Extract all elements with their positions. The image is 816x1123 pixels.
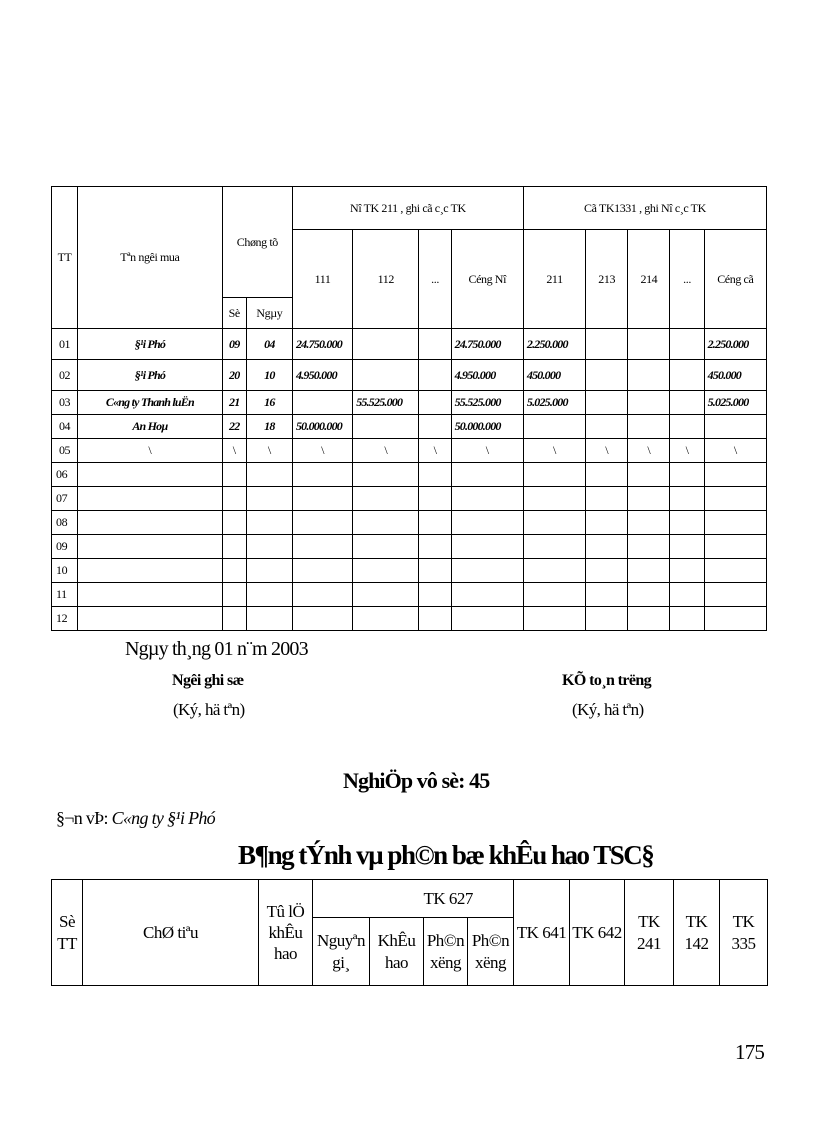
header-stt: Sè TT: [52, 880, 83, 986]
cell-debit-dots: [419, 415, 451, 439]
cell-tt: 12: [52, 607, 78, 631]
header-original-cost: Nguyªn gi¸: [313, 918, 370, 986]
chief-accountant-title: KÕ to¸n trëng: [562, 672, 652, 689]
cell-112: \: [353, 439, 419, 463]
header-credit-dots: ...: [670, 230, 704, 329]
cell-credit-total: [704, 415, 766, 439]
cell-credit-dots: [670, 415, 704, 439]
table-row: [52, 329, 767, 360]
cell-tt: 01: [52, 329, 78, 360]
cell-debit-total: 50.000.000: [451, 415, 523, 439]
header-112: 112: [353, 230, 419, 329]
cell-213: [586, 415, 628, 439]
header-workshop-2: Ph©n xëng: [468, 918, 514, 986]
table-row: [52, 583, 767, 607]
cell-credit-total: 2.250.000: [704, 329, 766, 360]
recorder-note: (Ký, hä tªn): [173, 700, 245, 719]
header-voucher-date: Ngµy: [246, 298, 292, 329]
unit-name: C«ng ty §¹i Phó: [111, 808, 215, 828]
cell-214: [628, 391, 670, 415]
recorder-title: Ngêi ghi sæ: [172, 672, 244, 689]
table-row: [52, 511, 767, 535]
table-row: [52, 535, 767, 559]
cell-214: \: [628, 439, 670, 463]
header-tk335: TK 335: [720, 880, 768, 986]
depreciation-table: [51, 879, 768, 986]
cell-214: [628, 329, 670, 360]
table-row: [52, 487, 767, 511]
cell-tt: 04: [52, 415, 78, 439]
header-111: 111: [292, 230, 352, 329]
header-tk642: TK 642: [570, 880, 625, 986]
cell-tt: 05: [52, 439, 78, 463]
cell-debit-dots: [419, 329, 451, 360]
cell-213: [586, 360, 628, 391]
cell-111: 50.000.000: [292, 415, 352, 439]
header-debit-dots: ...: [419, 230, 451, 329]
cell-211: \: [523, 439, 585, 463]
cell-tt: 09: [52, 535, 78, 559]
cell-211: 450.000: [523, 360, 585, 391]
header-211: 211: [523, 230, 585, 329]
cell-debit-total: 4.950.000: [451, 360, 523, 391]
header-debit-group: Nî TK 211 , ghi cã c¸c TK: [292, 187, 523, 230]
cell-name: C«ng ty Thanh luËn: [78, 391, 223, 415]
table-row: [52, 607, 767, 631]
cell-debit-dots: [419, 360, 451, 391]
header-credit-total: Céng cã: [704, 230, 766, 329]
cell-tt: 11: [52, 583, 78, 607]
unit-label: §¬n vÞ:: [56, 808, 108, 828]
cell-211: 2.250.000: [523, 329, 585, 360]
cell-credit-dots: \: [670, 439, 704, 463]
cell-tt: 02: [52, 360, 78, 391]
cell-213: \: [586, 439, 628, 463]
cell-date: 16: [246, 391, 292, 415]
cell-tt: 06: [52, 463, 78, 487]
header-voucher-no: Sè: [222, 298, 246, 329]
cell-debit-total: 24.750.000: [451, 329, 523, 360]
cell-tt: 07: [52, 487, 78, 511]
cell-no: 22: [222, 415, 246, 439]
cell-213: [586, 329, 628, 360]
depreciation-table-title: B¶ng tÝnh vµ ph©n bæ khÊu hao TSC§: [238, 840, 654, 870]
cell-no: 09: [222, 329, 246, 360]
header-tk641: TK 641: [514, 880, 570, 986]
page-number: 175: [735, 1040, 765, 1064]
header-criteria: ChØ tiªu: [83, 880, 259, 986]
cell-name: An Hoµ: [78, 415, 223, 439]
table-row: [52, 439, 767, 463]
table-row: [52, 360, 767, 391]
ledger-table: [51, 186, 767, 631]
table-row: [52, 463, 767, 487]
cell-111: 24.750.000: [292, 329, 352, 360]
cell-211: 5.025.000: [523, 391, 585, 415]
header-tk627: TK 627: [424, 880, 514, 918]
cell-tt: 08: [52, 511, 78, 535]
header-tk241: TK 241: [625, 880, 674, 986]
cell-214: [628, 415, 670, 439]
header-tk142: TK 142: [674, 880, 720, 986]
cell-name: §¹i Phó: [78, 360, 223, 391]
cell-111: \: [292, 439, 352, 463]
header-credit-group: Cã TK1331 , ghi Nî c¸c TK: [523, 187, 766, 230]
cell-name: §¹i Phó: [78, 329, 223, 360]
cell-debit-dots: [419, 391, 451, 415]
header-tt: TT: [52, 187, 78, 329]
cell-tt: 10: [52, 559, 78, 583]
header-buyer-name: Tªn ngêi mua: [78, 187, 223, 329]
cell-211: [523, 415, 585, 439]
cell-date: 10: [246, 360, 292, 391]
cell-112: 55.525.000: [353, 391, 419, 415]
cell-111: 4.950.000: [292, 360, 352, 391]
cell-213: [586, 391, 628, 415]
header-debit-total: Céng Nî: [451, 230, 523, 329]
cell-112: [353, 415, 419, 439]
chief-accountant-note: (Ký, hä tªn): [572, 700, 644, 719]
header-213: 213: [586, 230, 628, 329]
cell-tt: 03: [52, 391, 78, 415]
table-row: [52, 415, 767, 439]
cell-debit-total: \: [451, 439, 523, 463]
cell-214: [628, 360, 670, 391]
date-line: Ngµy th¸ng 01 n¨m 2003: [125, 638, 308, 660]
cell-112: [353, 360, 419, 391]
cell-credit-dots: [670, 391, 704, 415]
header-voucher: Chøng tõ: [222, 187, 292, 298]
cell-name: \: [78, 439, 223, 463]
header-depreciation: KhÊu hao: [370, 918, 424, 986]
cell-debit-dots: \: [419, 439, 451, 463]
header-workshop-1: Ph©n xëng: [424, 918, 468, 986]
table-row: [52, 559, 767, 583]
cell-date: 18: [246, 415, 292, 439]
cell-no: \: [222, 439, 246, 463]
header-214: 214: [628, 230, 670, 329]
cell-credit-total: 5.025.000: [704, 391, 766, 415]
table-row: [52, 391, 767, 415]
cell-credit-dots: [670, 360, 704, 391]
operation-number: NghiÖp vô sè: 45: [343, 768, 490, 793]
cell-date: \: [246, 439, 292, 463]
unit-line: [56, 808, 215, 829]
cell-credit-dots: [670, 329, 704, 360]
cell-credit-total: 450.000: [704, 360, 766, 391]
cell-112: [353, 329, 419, 360]
cell-debit-total: 55.525.000: [451, 391, 523, 415]
cell-date: 04: [246, 329, 292, 360]
cell-no: 20: [222, 360, 246, 391]
cell-credit-total: \: [704, 439, 766, 463]
cell-111: [292, 391, 352, 415]
header-rate: Tû lÖ khÊu hao: [259, 880, 313, 986]
cell-no: 21: [222, 391, 246, 415]
